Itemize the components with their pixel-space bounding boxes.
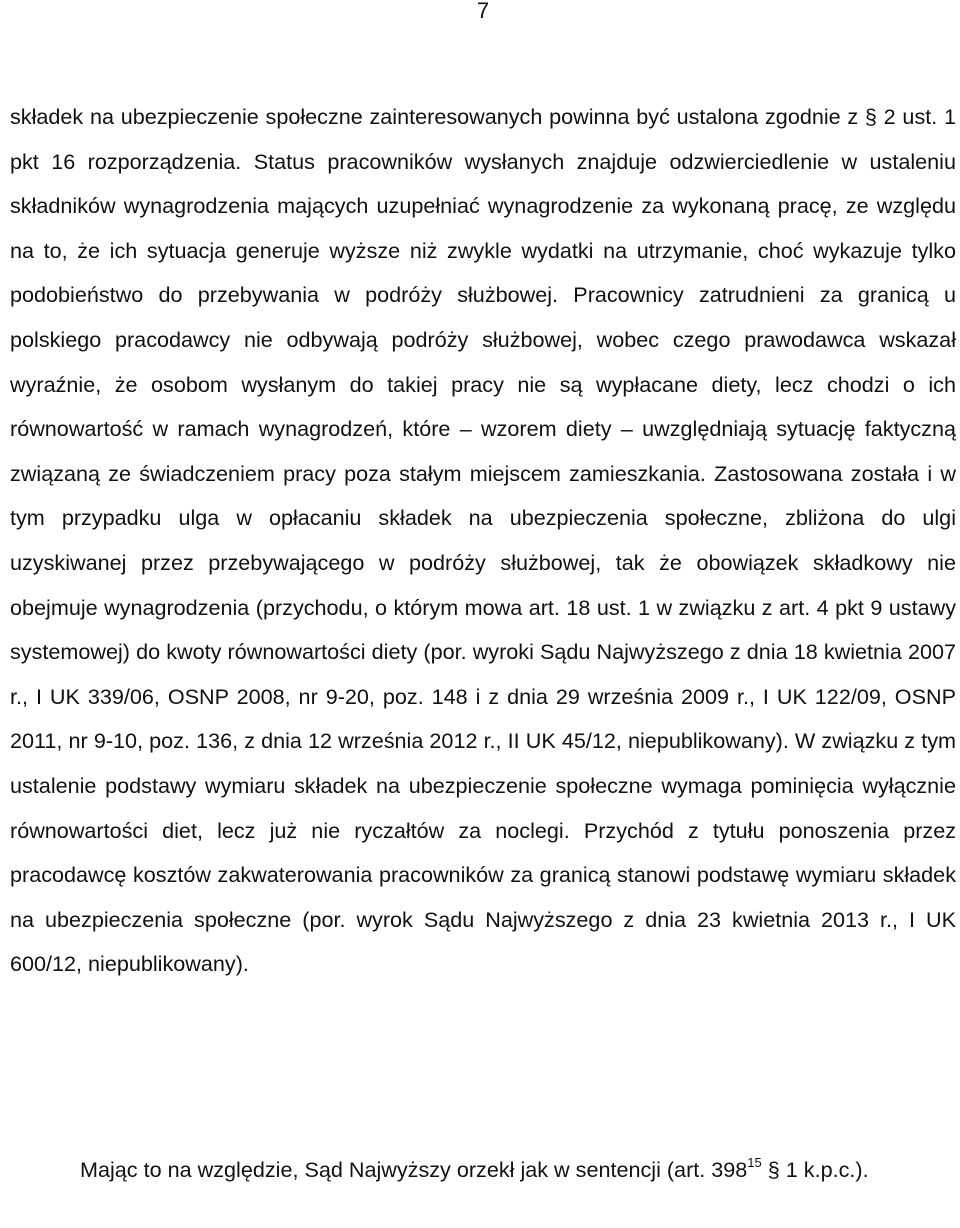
closing-paragraph (10, 1148, 956, 1193)
article-superscript: 15 (747, 1155, 762, 1170)
closing-text-before: Mając to na względzie, Sąd Najwyższy orzekł jak w sentencji (art. 398 (80, 1157, 748, 1182)
closing-text-after: § 1 k.p.c.). (761, 1157, 869, 1182)
page-number: 7 (476, 0, 490, 23)
main-paragraph: składek na ubezpieczenie społeczne zainteresowanych powinna być ustalona zgodnie z § 2 ust. 1 pkt 16 rozporządzenia. Status pracowników wysłanych znajduje odzwierciedlenie w ustaleniu składników wynagrodzenia mających uzupełniać wynagrodzenie za wykonaną pracę, ze względu na to, że ich sytuacja generuje wyższe niż zwykle wydatki na utrzymanie, choć wykazuje tylko podobieństwo do przebywania w podróży służbowej. Pracownicy zatrudnieni za granicą u polskiego pracodawcy nie odbywają podróży służbowej, wobec czego prawodawca wskazał wyraźnie, że osobom wysłanym do takiej pracy nie są wypłacane diety, lecz chodzi o ich równowartość w ramach wynagrodzeń, które – wzorem diety – uwzględniają sytuację faktyczną związaną ze świadczeniem pracy poza stałym miejscem zamieszkania. Zastosowana została i w tym przypadku ulga w opłacaniu składek na ubezpieczenia społeczne, zbliżona do ulgi uzyskiwanej przez przebywającego w podróży służbowej, tak że obowiązek składkowy nie obejmuje wynagrodzenia (przychodu, o którym mowa art. 18 ust. 1 w związku z art. 4 pkt 9 ustawy systemowej) do kwoty równowartości diety (por. wyroki Sądu Najwyższego z dnia 18 kwietnia 2007 r., I UK 339/06, OSNP 2008, nr 9-20, poz. 148 i z dnia 29 września 2009 r., I UK 122/09, OSNP 2011, nr 9-10, poz. 136, z dnia 12 września 2012 r., II UK 45/12, niepublikowany). W związku z tym ustalenie podstawy wymiaru składek na ubezpieczenie społeczne wymaga pominięcia wyłącznie równowartości diet, lecz już nie ryczałtów za noclegi. Przychód z tytułu ponoszenia przez pracodawcę kosztów zakwaterowania pracowników za granicą stanowi podstawę wymiaru składek na ubezpieczenia społeczne (por. wyrok Sądu Najwyższego z dnia 23 kwietnia 2013 r., I UK 600/12, niepublikowany). (10, 104, 956, 977)
